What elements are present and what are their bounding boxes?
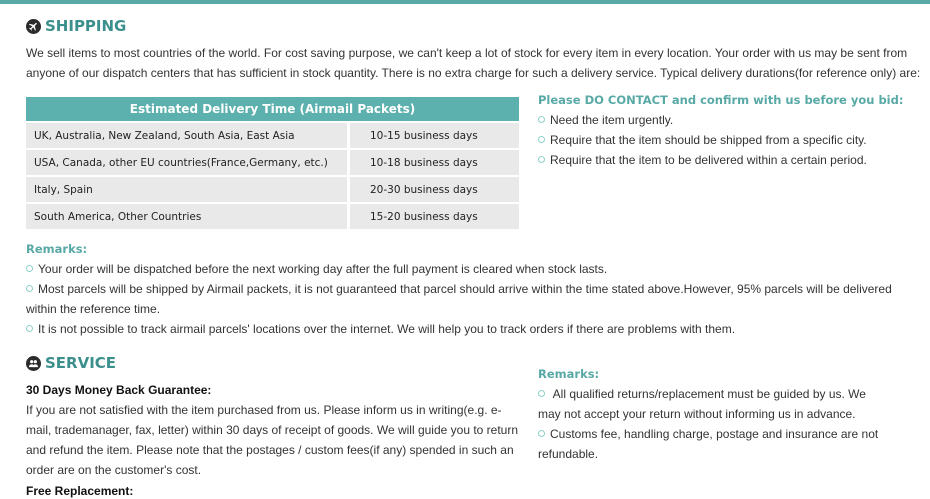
service-remarks-title: Remarks: xyxy=(538,367,600,381)
top-accent-bar xyxy=(0,0,930,4)
shipping-intro: We sell items to most countries of the world. For cost saving purpose, we can't keep a lot of stock for every item in every location. Your order with us may be sent from anyone of our dispatch centers that has sufficient in stock quantity. There is no extra charge for such a delivery service. Typical delivery durations(for reference only) are: xyxy=(26,46,921,80)
bullet-icon xyxy=(538,390,545,397)
list-item xyxy=(26,279,921,319)
bullet-icon xyxy=(538,156,545,163)
table-header: Estimated Delivery Time (Airmail Packets) xyxy=(26,97,519,121)
table-row xyxy=(26,177,519,202)
service-remarks-list xyxy=(538,384,888,464)
airplane-icon xyxy=(26,19,41,34)
shipping-heading xyxy=(26,17,126,35)
list-item-text: Require that the item should be shipped from a specific city. xyxy=(550,133,867,147)
days-cell: 15-20 business days xyxy=(347,204,519,229)
shipping-remarks-title: Remarks: xyxy=(26,242,88,256)
days-cell: 10-15 business days xyxy=(347,123,519,148)
list-item-text: It is not possible to track airmail parcels' locations over the internet. We will help you to track orders if there are problems with them. xyxy=(38,322,736,336)
list-item-text: Your order will be dispatched before the next working day after the full payment is cleared when stock lasts. xyxy=(38,262,608,276)
guarantee-title: 30 Days Money Back Guarantee: xyxy=(26,383,212,397)
region-cell: UK, Australia, New Zealand, South Asia, East Asia xyxy=(26,123,347,148)
list-item-text: Most parcels will be shipped by Airmail packets, it is not guaranteed that parcel should arrive within the time stated above.However, 95% parcels will be delivered within the reference time. xyxy=(26,282,892,316)
days-cell: 10-18 business days xyxy=(347,150,519,175)
list-item-text: All qualified returns/replacement must be guided by us. We may not accept your return without informing us in advance. xyxy=(538,387,866,421)
list-item xyxy=(538,384,888,424)
region-cell: Italy, Spain xyxy=(26,177,347,202)
list-item xyxy=(26,319,921,339)
shipping-title: SHIPPING xyxy=(45,17,127,35)
bullet-icon xyxy=(26,285,33,292)
guarantee-text: If you are not satisfied with the item purchased from us. Please inform us in writing(e.g. e-mail, trademanager, fax, letter) within 30 days of receipt of goods. We will guide you to return and refund the item. Please note that the postages / custom fees(if any) spended in such an order are on the customer's cost. xyxy=(26,403,519,477)
bullet-icon xyxy=(538,430,545,437)
list-item-text: Customs fee, handling charge, postage and insurance are not refundable. xyxy=(538,427,879,461)
list-item xyxy=(538,424,888,464)
region-cell: South America, Other Countries xyxy=(26,204,347,229)
list-item-text: Require that the item to be delivered within a certain period. xyxy=(550,153,867,167)
bullet-icon xyxy=(26,325,33,332)
bullet-icon xyxy=(538,116,545,123)
contact-title: Please DO CONTACT and confirm with us before you bid: xyxy=(538,93,904,107)
table-row xyxy=(26,204,519,229)
region-cell: USA, Canada, other EU countries(France,Germany, etc.) xyxy=(26,150,347,175)
days-cell: 20-30 business days xyxy=(347,177,519,202)
bullet-icon xyxy=(26,265,33,272)
service-title: SERVICE xyxy=(45,354,117,372)
service-people-icon xyxy=(26,356,41,371)
list-item xyxy=(538,130,918,150)
list-item xyxy=(538,150,918,170)
table-row xyxy=(26,123,519,148)
service-heading xyxy=(26,354,116,372)
delivery-time-table xyxy=(26,95,519,231)
list-item xyxy=(26,259,921,279)
replacement-title: Free Replacement: xyxy=(26,484,134,498)
bullet-icon xyxy=(538,136,545,143)
list-item-text: Need the item urgently. xyxy=(550,113,674,127)
list-item xyxy=(538,110,918,130)
contact-list xyxy=(538,110,918,170)
shipping-remarks-list xyxy=(26,259,921,339)
table-row xyxy=(26,150,519,175)
